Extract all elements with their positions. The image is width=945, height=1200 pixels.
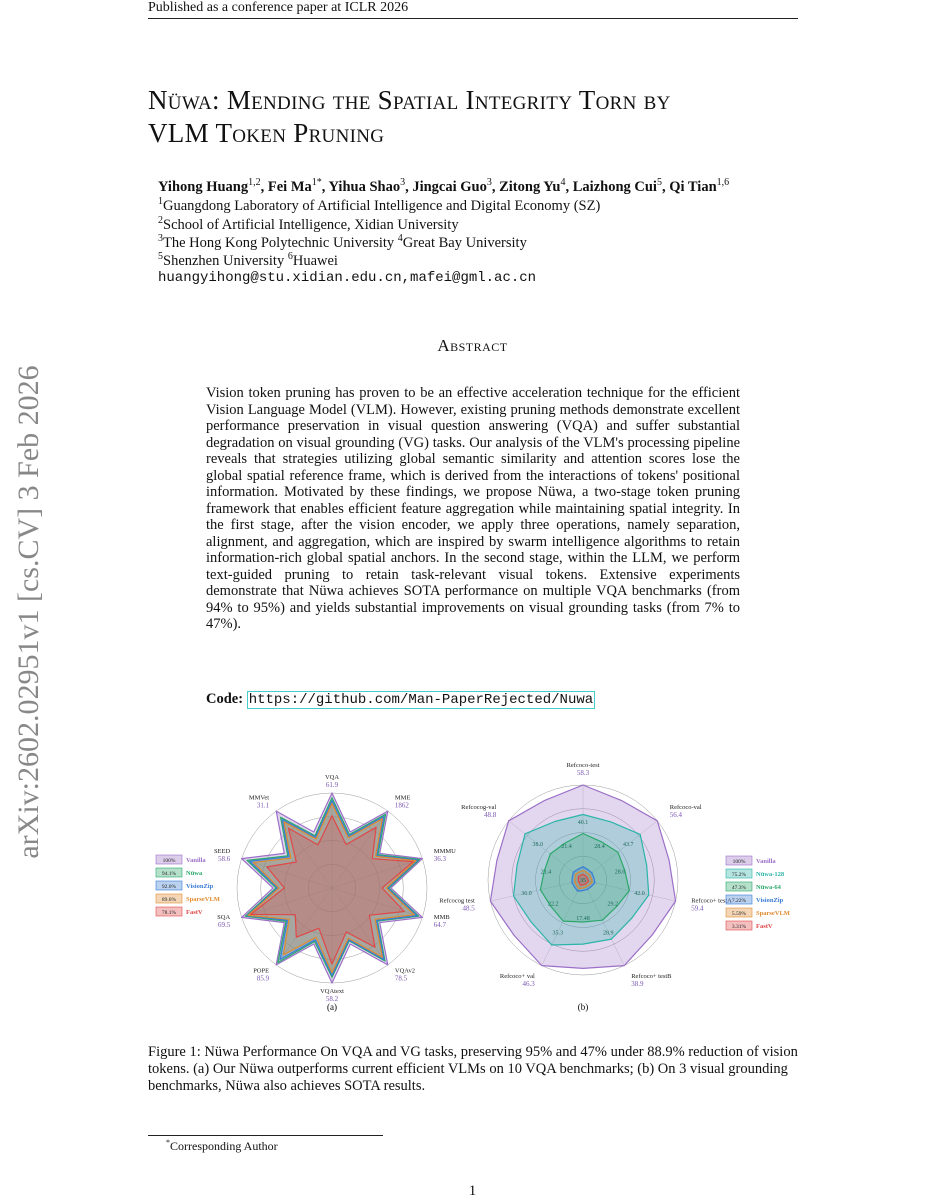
footnote: *Corresponding Author [166,1138,278,1153]
legend-percent: 7.22% [731,898,747,904]
legend-name: VisionZip [186,883,214,890]
inner-value-label: 35 [580,878,586,884]
axis-value-label: 78.5 [394,974,408,983]
axis-value-label: 58.3 [576,769,590,777]
radar-chart-b [439,762,732,988]
legend-percent: 5.59% [731,911,747,917]
legend-name: Vanilla [756,858,776,865]
axis-label: Refcoco-val [669,803,702,811]
inner-value-label: 29.2 [607,901,618,908]
author-affiliation-mark: 1,2 [248,177,261,188]
inner-value-label: 28.9 [602,930,614,937]
legend-name: Nüwa-64 [756,884,781,891]
author-name: Laizhong Cui [572,178,657,195]
axis-label: Refcoco-test [566,762,600,769]
legend-percent: 89.6% [161,897,177,903]
legend-percent: 78.1% [161,910,177,916]
figure-1 [148,762,798,1015]
axis-label: Refcocog-val [461,803,497,811]
author-name: Yihong Huang [158,178,249,195]
axis-value-label: 85.9 [256,974,270,983]
legend-percent: 94.1% [161,871,177,877]
axis-value-label: 64.7 [433,921,447,930]
axis-label: Refcoco+ testA [691,897,732,905]
inner-value-label: 28.6 [614,869,626,876]
author-affiliation-mark: 1,6 [716,177,730,188]
panel-b-label: (b) [577,1002,589,1012]
footnote-rule [148,1135,383,1136]
inner-value-label: 22.2 [548,901,559,908]
axis-value-label: 31.1 [256,801,270,810]
panel-a-label: (a) [327,1002,337,1012]
legend-percent: 100% [732,859,746,865]
legend-name: VisionZip [756,897,784,904]
legend-a [156,855,220,916]
author-name: Qi Tian [669,178,717,195]
author-affiliation-mark: 5 [656,177,662,188]
abstract-body: Vision token pruning has proven to be an effective acceleration technique for the efficient Vision Language Model (VLM). However, existing pruning methods demonstrate excellent performance preservation in visual question answering (VQA) and suffer substantial degradation on visual grounding (VG) tasks. Our analysis of the VLM's processing pipeline reveals that strategies utilizing global semantic similarity and attention scores lose the global spatial reference frame, which is derived from the interactions of tokens' positional information. Motivated by these findings, we propose Nüwa, a two-stage token pruning framework that enables efficient feature aggregation while maintaining spatial integrity. In the first stage, after the vision encoder, we apply three operations, namely separation, alignment, and aggregation, which are inspired by swarm intelligence algorithms to retain information-rich global spatial anchors. In the second stage, within the LLM, we perform text-guided pruning to retain task-relevant visual tokens. Extensive experiments demonstrate that Nüwa achieves SOTA performance on multiple VQA benchmarks (from 94% to 95%) and yields substantial improvements on visual grounding tasks (from 7% to 47%). [206,385,740,632]
legend-b [726,856,790,930]
header-rule [148,18,798,19]
axis-value-label: 58.6 [217,854,231,863]
axis-label: Refcoco+ val [499,973,535,980]
axis-label: Refcoco+ testB [631,973,672,980]
inner-value-label: 21.4 [540,869,552,876]
inner-value-label: 35.3 [552,930,564,937]
code-link[interactable]: https://github.com/Man-PaperRejected/Nuwa [248,692,594,708]
author-name: Jingcai Guo [412,178,487,195]
axis-label: Refcocog test [439,897,475,905]
axis-value-label: 36.3 [433,854,447,863]
author-affiliation-mark: 3 [400,177,406,188]
author-name: Yihua Shao [328,178,401,195]
legend-name: FastV [756,923,773,930]
legend-name: Nüwa-128 [756,871,785,878]
author-affiliation-mark: 1* [311,177,322,188]
author-affiliation-mark: 4 [560,177,566,188]
axis-value-label: 38.9 [631,980,644,988]
legend-name: Nüwa [186,870,203,877]
author-list: Yihong Huang$^{1,2}$, Fei $Ma^{1*}$, Yihua Shao$^3$, Jingcai Guo$^3$, Zitong Yu$^4$, Laizhong Cui$^5$, Qi Tian$^{1,6}$ [158,177,730,195]
legend-name: SparseVLM [186,896,220,903]
title-line-1: Nüwa: Mending the Spatial Integrity Torn by [148,85,671,115]
inner-value-label: 40.1 [577,820,589,826]
code-line [206,691,595,708]
axis-value-label: 46.3 [522,980,535,988]
axis-label: VQA [324,774,340,781]
legend-percent: 75.2% [731,872,747,878]
author-affiliation-mark: 3 [486,177,492,188]
axis-value-label: 59.4 [691,904,704,913]
legend-percent: 100% [162,858,176,864]
affiliation-2: $^2$School of Artificial Intelligence, Xidian University [158,215,459,233]
axis-value-label: 1862 [394,801,409,810]
axis-value-label: 48.5 [462,904,475,913]
author-name: Fei Ma [267,178,312,195]
legend-name: Vanilla [186,857,206,864]
axis-label: SEED [213,847,231,855]
figure-caption: Figure 1: Nüwa Performance On VQA and VG tasks, preserving 95% and 47% under 88.9% reduction of vision tokens. (a) Our Nüwa outperforms current efficient VLMs on 10 VQA benchmarks; (b) On 3 visual grounding benchmarks, Nüwa also achieves SOTA results. [148,1044,798,1094]
inner-value-label: 17.48 [576,916,590,922]
conference-header: Published as a conference paper at ICLR 2026 [148,0,409,15]
axis-value-label: 48.8 [483,810,497,819]
axis-label: MMMU [433,847,456,855]
axis-label: SQA [217,914,231,922]
inner-value-label: 21.4 [561,843,572,850]
inner-value-label: 38.0 [532,841,543,848]
legend-name: FastV [186,909,203,916]
axis-label: MME [394,794,411,802]
inner-value-label: 42.0 [634,890,645,897]
legend-percent: 92.0% [161,884,177,890]
radar-chart-a [214,774,456,1003]
axis-label: MMB [433,914,450,922]
axis-label: VQAv2 [394,967,416,975]
page-number: 1 [468,1183,477,1199]
legend-name: SparseVLM [756,910,790,917]
inner-value-label: 43.7 [623,841,634,848]
axis-label: MMVet [248,794,270,802]
legend-percent: 47.3% [731,885,747,891]
axis-label: VQAtext [320,988,344,995]
axis-value-label: 69.5 [217,921,231,930]
inner-value-label: 36.0 [521,890,532,897]
affiliation-3: $^3$The Hong Kong Polytechnic University $^4$Great Bay University [158,233,527,251]
title-line-2: VLM Token Pruning [148,118,385,148]
axis-value-label: 56.4 [669,810,683,819]
legend-percent: 3.31% [731,924,747,930]
paper-title [148,84,798,150]
inner-value-label: 28.4 [594,843,605,850]
abstract-heading: Abstract [437,336,508,355]
code-label: Code: [206,691,244,707]
affiliation-1: $^1$Guangdong Laboratory of Artificial Intelligence and Digital Economy (SZ) [158,196,601,214]
arxiv-identifier: arXiv:2602.02951v1 [cs.CV] 3 Feb 2026 [12,365,45,859]
author-email[interactable]: huangyihong@stu.xidian.edu.cn,mafei@gml.ac.cn [158,270,537,286]
axis-value-label: 61.9 [325,781,339,789]
affiliation-4: $^5$Shenzhen University $^6$Huawei [158,251,338,269]
axis-value-label: 58.2 [325,995,339,1003]
axis-label: POPE [253,967,270,975]
author-name: Zitong Yu [499,178,561,195]
